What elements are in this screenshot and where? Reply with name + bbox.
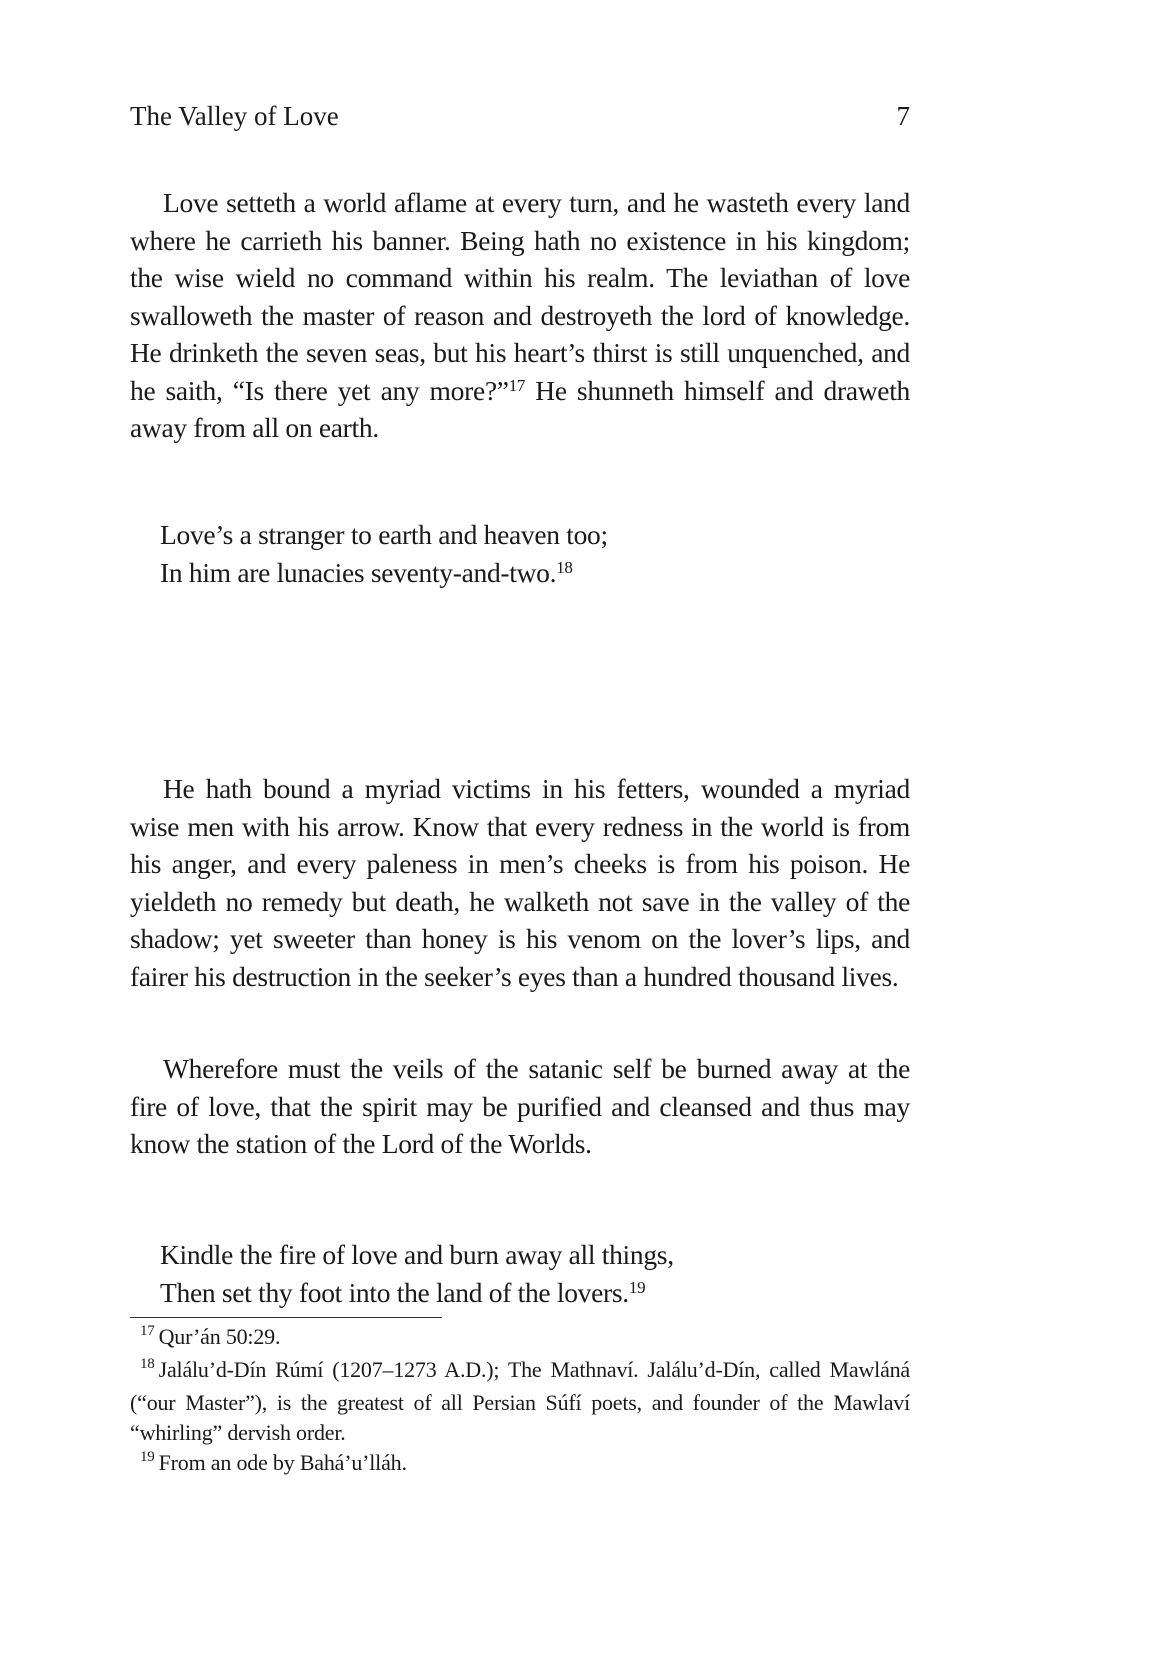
footnote-17-marker: 17	[140, 1323, 155, 1339]
footnote-17	[130, 1322, 910, 1355]
paragraph-1-text: Love setteth a world aflame at every turn, and he wasteth every land where he carrieth his banner. Being hath no existence in his kingdom; the wise wield no command within his realm. The leviathan of love swalloweth the master of reason and destroyeth the lord of knowledge. He drinketh the seven seas, but his heart’s thirst is still unquenched, and he saith, “Is there yet any more?”	[130, 187, 910, 406]
paragraph-3: Wherefore must the veils of the satanic self be burned away at the fire of love, that the spirit may be purified and cleansed and thus may know the station of the Lord of the Worlds.	[130, 1053, 910, 1159]
footnotes	[130, 1322, 910, 1481]
verse-1-line-2-text: In him are lunacies seventy-and-two.	[160, 556, 557, 588]
paragraph-1	[130, 184, 910, 447]
verse-2	[160, 1236, 900, 1311]
footnote-19-marker: 19	[140, 1449, 155, 1465]
verse-1-line-1: Love’s a stranger to earth and heaven too;	[160, 519, 608, 550]
footnote-18-text: Jalálu’d-Dín Rúmí (1207–1273 A.D.); The Mathnaví. Jalálu’d-Dín, called Mawláná (“our Master”), is the greatest of all Persian Súfí poets, and founder of the Mawlaví “whirling” dervish order.	[130, 1357, 910, 1445]
paragraph-1-tail: He shunneth himself and draweth away from all on earth.	[130, 374, 911, 443]
page-number: 7	[896, 101, 910, 131]
footnote-rule	[130, 1317, 442, 1318]
verse-2-line-2-text: Then set thy foot into the land of the lovers.	[160, 1276, 629, 1308]
footnote-ref-18[interactable]: 18	[556, 558, 573, 578]
running-head	[130, 96, 910, 136]
footnote-17-text: Qur’án 50:29.	[158, 1324, 281, 1349]
footnote-19	[130, 1448, 910, 1481]
footnote-ref-17[interactable]: 17	[508, 376, 526, 396]
footnote-19-text: From an ode by Bahá’u’lláh.	[158, 1450, 407, 1475]
chapter-title: The Valley of Love	[130, 101, 339, 131]
footnote-ref-19[interactable]: 19	[628, 1278, 646, 1298]
footnote-18-marker: 18	[140, 1356, 155, 1372]
verse-2-line-2	[160, 1274, 900, 1312]
verse-1-line-2	[160, 554, 900, 592]
paragraph-2: He hath bound a myriad victims in his fetters, wounded a myriad wise men with his arrow. Know that every redness in the world is from his anger, and every paleness in men’s cheeks is from his poison. He yieldeth no remedy but death, he walketh not save in the valley of the shadow; yet sweeter than honey is his venom on the lover’s lips, and fairer his destruction in the seeker’s eyes than a hundred thousand lives.	[130, 773, 910, 992]
verse-1	[160, 516, 900, 591]
footnote-18	[130, 1355, 910, 1448]
book-page	[130, 96, 910, 1596]
verse-2-line-1: Kindle the fire of love and burn away all things,	[160, 1239, 674, 1270]
